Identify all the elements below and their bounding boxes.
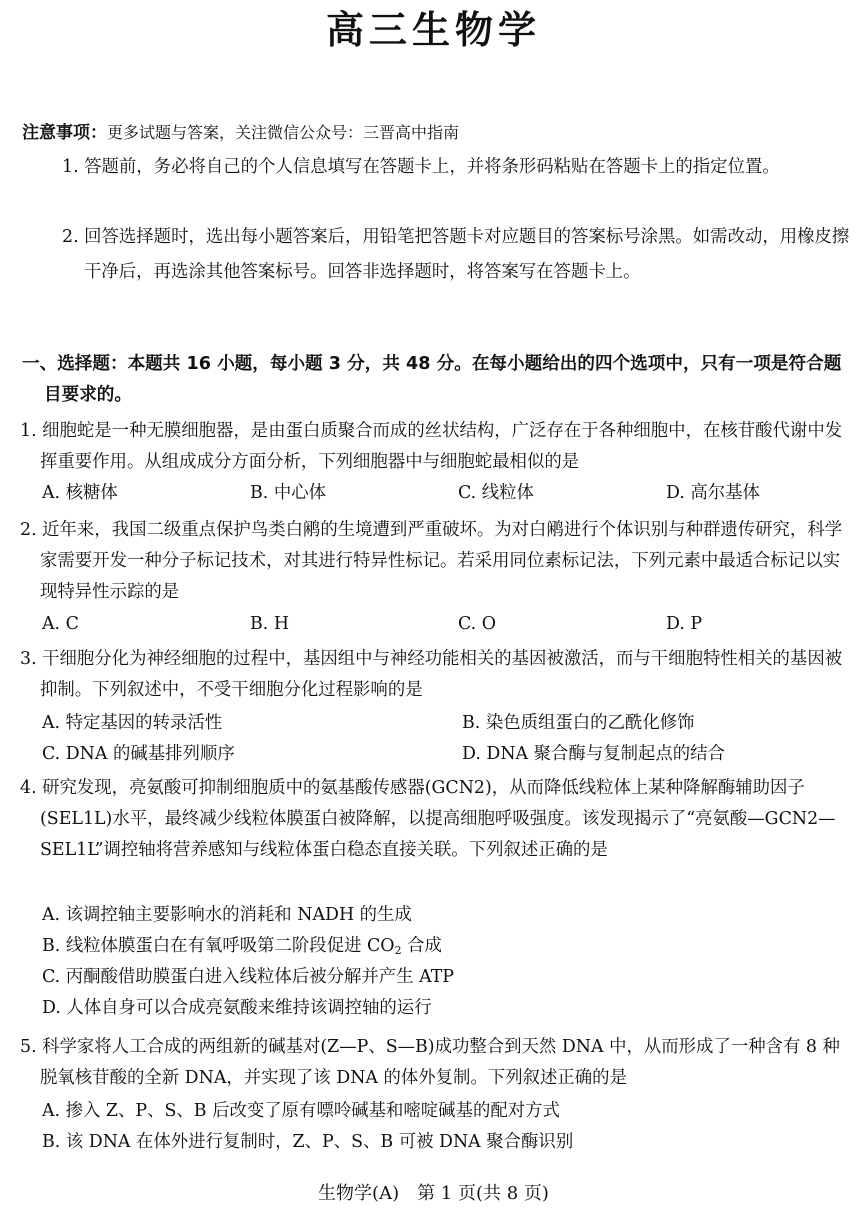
question-5-stem: 5. 科学家将人工合成的两组新的碱基对(Z—P、S—B)成功整合到天然 DNA 中，从而形成了一种含有 8 种脱氧核苷酸的全新 DNA，并实现了该 DNA 的体外复制。下列叙述正确的是 [20, 1037, 840, 1088]
option-d: D. DNA 聚合酶与复制起点的结合 [462, 744, 725, 764]
question-4-stem: 4. 研究发现，亮氨酸可抑制细胞质中的氨基酸传感器(GCN2)，从而降低线粒体上某种降解酶辅助因子(SEL1L)水平，最终减少线粒体膜蛋白被降解，以提高细胞呼吸强度。该发现揭示了“亮氨酸—GCN2—SEL1L”调控轴将营养感知与线粒体蛋白稳态直接关联。下列叙述正确的是 [20, 778, 836, 860]
option-c: C. 丙酮酸借助膜蛋白进入线粒体后被分解并产生 ATP [42, 967, 454, 987]
option-b-subscript: 2 [394, 944, 402, 957]
option-d: D. 高尔基体 [666, 483, 760, 503]
question-2-stem: 2. 近年来，我国二级重点保护鸟类白鹇的生境遭到严重破坏。为对白鹇进行个体识别与种群遗传研究，科学家需要开发一种分子标记技术，对其进行特异性标记。若采用同位素标记法，下列元素中最适合标记以实现特异性示踪的是 [20, 520, 843, 602]
option-b-tail: 合成 [401, 936, 442, 956]
notice-promo: 更多试题与答案，关注微信公众号：三晋高中指南 [107, 123, 460, 142]
option-b-text: B. 线粒体膜蛋白在有氧呼吸第二阶段促进 CO [42, 936, 395, 956]
option-a: A. 特定基因的转录活性 [42, 713, 223, 733]
option-d: D. 人体自身可以合成亮氨酸来维持该调控轴的运行 [42, 998, 432, 1018]
notice-item-2: 2. 回答选择题时，选出每小题答案后，用铅笔把答题卡对应题目的答案标号涂黑。如需改动，用橡皮擦干净后，再选涂其他答案标号。回答非选择题时，将答案写在答题卡上。 [62, 227, 850, 282]
option-a: A. 掺入 Z、P、S、B 后改变了原有嘌呤碱基和嘧啶碱基的配对方式 [42, 1101, 560, 1121]
question-1-stem: 1. 细胞蛇是一种无膜细胞器，是由蛋白质聚合而成的丝状结构，广泛存在于各种细胞中，在核苷酸代谢中发挥重要作用。从组成成分方面分析，下列细胞器中与细胞蛇最相似的是 [20, 421, 843, 472]
page-footer: 生物学(A) 第 1 页(共 8 页) [318, 1183, 549, 1204]
option-b: B. 中心体 [250, 483, 327, 503]
option-a: A. 核糖体 [42, 483, 118, 503]
question-3-options [42, 708, 842, 770]
option-c: C. 线粒体 [458, 483, 534, 503]
section-heading: 一、选择题：本题共 16 小题，每小题 3 分，共 48 分。在每小题给出的四个选项中，只有一项是符合题目要求的。 [22, 354, 842, 405]
option-b [42, 931, 842, 962]
option-a: A. 该调控轴主要影响水的消耗和 NADH 的生成 [42, 905, 412, 925]
notice-header [22, 120, 459, 146]
question-3-stem: 3. 干细胞分化为神经细胞的过程中，基因组中与神经功能相关的基因被激活，而与干细胞特性相关的基因被抑制。下列叙述中，不受干细胞分化过程影响的是 [20, 649, 843, 700]
question-4-options [42, 900, 842, 1024]
notice-item-1: 1. 答题前，务必将自己的个人信息填写在答题卡上，并将条形码粘贴在答题卡上的指定位置。 [62, 157, 780, 177]
option-b: B. 染色质组蛋白的乙酰化修饰 [462, 713, 695, 733]
notice-label: 注意事项： [22, 123, 107, 143]
question-1-options [42, 478, 842, 509]
option-c: C. DNA 的碱基排列顺序 [42, 744, 235, 764]
option-b: B. H [250, 614, 290, 634]
option-a: A. C [42, 614, 79, 634]
page-title: 高三生物学 [325, 8, 541, 52]
option-b: B. 该 DNA 在体外进行复制时，Z、P、S、B 可被 DNA 聚合酶识别 [42, 1132, 574, 1152]
question-5-options [42, 1096, 842, 1158]
option-c: C. O [458, 614, 496, 634]
question-2-options [42, 609, 842, 640]
option-d: D. P [666, 614, 703, 634]
